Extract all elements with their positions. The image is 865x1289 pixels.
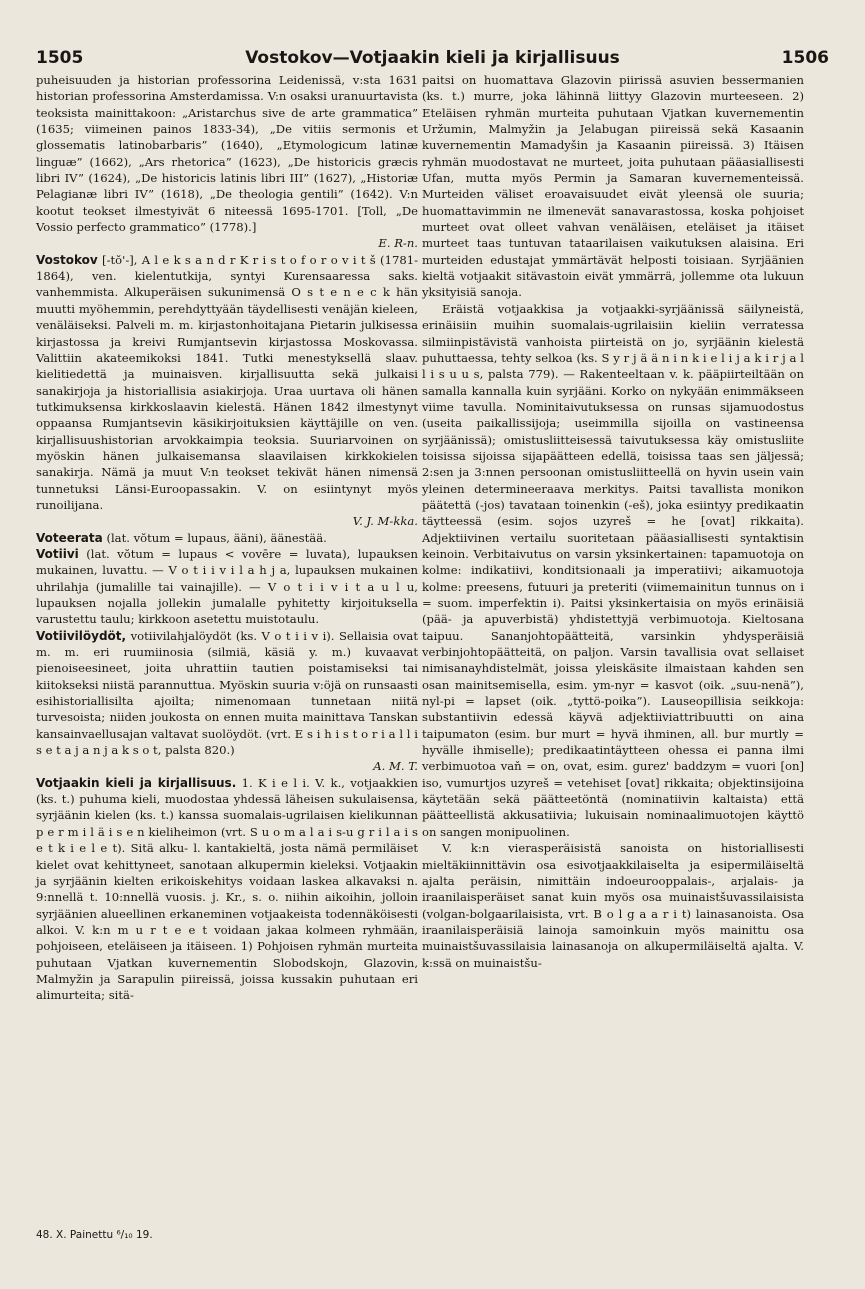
vossius-signature: E. R-n. [378, 236, 418, 251]
votjaakin-headword: Votjaakin kieli ja kirjallisuus. [36, 775, 237, 790]
print-footer: 48. X. Painettu ⁶/₁₀ 19. [36, 1229, 153, 1241]
votiivilöydöt-signature: A. M. T. [373, 759, 418, 774]
page-number-left: 1505 [36, 48, 84, 68]
right-paragraph-2: Eräistä votjaakkisa ja votjaakki-syrjäänissä säilyneistä, erinäisiin muihin suomalais-ugrilaisiin kieliin verratessa silmiinpistävistä vanhoista piirteistä on jo, syrjäänin kielestä puhuttaessa, tehty selkoa (ks. S y r j ä ä n i n k i e l i j a k i r j a l l i s u u s, palsta 779). — Rakenteeltaan v. k. pääpiirteiltään on samalla kannalla kuin syrjääni. Korko on nykyään enimmäkseen viime tavulla. Nominitaivutuksessa on runsas sijamuodostus (useita paikallissijoja; useimmilla sijoilla on vastineensa syrjäänissä); omistusliitteisessä taivutuksessa käy omistusliite toisissa sijoissa sijapäätteen edellä, toisissa taas sen jäljessä; 2:sen ja 3:nnen persoonan omistusliitteellä on hyvin usein vain yleinen determineeraava merkitys. Paitsi tavallista monikon päätettä (-jos) tavataan toinenkin (-eš), joka esiintyy predikaatin täytteessä (esim. sojos uzyreš = he [ovat] rikkaita). Adjektiivinen vertailu suoritetaan pääasiallisesti syntaktisin keinoin. Verbitaivutus on varsin yksinkertainen: tapamuotoja on kolme: indikatiivi, konditsionaali ja imperatiivi; aikamuotoja kolme: preesens, futuuri ja preteriti (viimemainitun tunnus on i = suom. imperfektin i). Paitsi yksinkertaisia on myös erinäisiä (pää- ja apuverbistä) yhdistettyjä verbimuotoja. Kieltosana taipuu. Sananjohtopäätteitä, varsinkin yhdysperäisiä verbinjohtopäätteitä, on paljon. Varsin tavallisia ovat sellaiset nimisanayhdistelmät, joissa yleiskäsite ilmaistaan kahden sen osan mainitsemisella, esim. ym-nyr = kasvot (oik. „suu-nenä”), nyl-pi = lapset (oik. „tyttö-poika”). Lauseopillisia seikkoja: substantiivin edessä käyvä adjektiiviattribuutti on aina taipumaton (esim. bur murt = hyvä ihminen, all. bur murtly = hyvälle ihmiselle); predikaatintäytteen ohessa ei panna ilmi verbimuotoa vaň = on, ovat, esim. gurez' baddzym = vuori [on] iso, vumurtjos uzyreš = vetehiset [ovat] rikkaita; objektinsijoina käytetään sekä päätteetöntä (nominatiivin kaltaista) että päätteellistä akkusatiivia; lukuisain nominaalimuotojen käyttö on sangen monipuolinen. [422, 301, 804, 839]
page-number-right: 1506 [781, 48, 829, 68]
votiivi-headword: Votiivi [36, 546, 79, 561]
votiivilöydöt-headword: Votiivilöydöt, [36, 628, 127, 643]
left-column [36, 72, 418, 1004]
votjaakin-entry [36, 775, 418, 1004]
vostokov-headword: Vostokov [36, 252, 98, 267]
vostokov-entry [36, 252, 418, 514]
voteerata-text: (lat. vŏtum = lupaus, ääni), äänestää. [106, 530, 327, 545]
vossius-entry-text: puheisuuden ja historian professorina Leidenissä, v:sta 1631 historian professorina Amsterdamissa. V:n osaksi uranuurtavista teoksista mainittakoon: „Aristarchus sive de arte grammatica” (1635; viimeinen painos 1833-34), „De vitiis sermonis et glossematis latinobarbaris” (1640), „Etymologicum latinæ linguæ” (1662), „Ars rhetorica” (1623), „De historicis græcis libri IV” (1624), „De historicis latinis libri III” (1627), „Historiæ Pelagianæ libri IV” (1618), „De theologia gentili” (1642). V:n kootut teokset ilmestyivät 6 niteessä 1695-1701. [Toll, „De Vossio perfecto grammatico” (1778).] [36, 73, 418, 235]
votiivilöydöt-entry [36, 628, 418, 759]
votjaakin-text: 1. K i e l i. V. k., votjaakkien (ks. t.) puhuma kieli, muodostaa yhdessä läheisen sukulaisensa, syrjäänin kielen (ks. t.) kanssa suomalais-ugrilaisen kielikunnan p e r m i l ä i s e n kieliheimon (vrt. S u o m a l a i s-u g r i l a i s e t k i e l e t). Sitä alku- l. kantakieltä, josta nämä permiläiset kielet ovat kehittyneet, sanotaan alkupermin kieleksi. Votjaakin ja syrjäänin kielten erikoiskehitys voidaan laskea alkavaksi n. 9:nnellä t. 10:nnellä vuosis. j. Kr., s. o. niihin aikoihin, jolloin syrjäänien alueellinen erkaneminen votjaakeista todennäköisesti alkoi. V. k:n m u r t e e t voidaan jakaa kolmeen ryhmään, pohjoiseen, eteläiseen ja itäiseen. 1) Pohjoisen ryhmän murteita puhutaan Vjatkan kuvernementin Slobodskojn, Glazovin, Malmyžin ja Sarapulin piireissä, joissa kussakin puhutaan eri alimurteita; sitä- [36, 775, 418, 1003]
votiivilöydöt-text: votiivilahjalöydöt (ks. V o t i i v i). Sellaisia ovat m. m. eri ruumiinosia (silmiä, käsiä y. m.) kuvaavat pienoiseesineet, joita uhrattiin tautien poistamiseksi tai kiitokseksi niistä parannuttua. Myöskin suuria v:öjä on runsaasti esihistoriallisilta ajoilta; nimenomaan tunnetaan niitä turvesoista; niiden joukosta on ennen muita mainittava Tanskan kansainvaellusajan valtavat suolöydöt. (vrt. E s i h i s t o r i a l l i s e t a j a n j a k s o t, palsta 820.) [36, 628, 419, 758]
votiivi-text: (lat. vŏtum = lupaus < vovēre = luvata), lupauksen mukainen, luvattu. — V o t i i v i l a h j a, lupauksen mukainen uhrilahja (jumalille tai vainajille). — V o t i i v i t a u l u, lupauksen nojalla jollekin jumalalle pyhitetty kirjoituksella varustettu taulu; kirkkoon asetettu muistotaulu. [36, 546, 419, 627]
right-paragraph-3: V. k:n vierasperäisistä sanoista on historiallisesti mieltäkiinnittävin osa esivotjaakkilaiselta ja esipermiläiseltä ajalta peräisin, nimittäin indoeurooppalais-, arjalais- ja iraanilaisperäiset sanat kuin myös osa muinaistšuvassilaisista (volgan-bolgaarilaisista, vrt. B o l g a a r i t) lainasanoista. Osa iraanilaisperäisiä lainoja samoinkuin myös mainittu osa muinaistšuvassilaisia lainasanoja on alkupermiläiseltä ajalta. V. k:ssä on muinaistšu- [422, 841, 804, 970]
vostokov-text: [-tŏ'-], A l e k s a n d r K r i s t o f o r o v i t š (1781-1864), ven. kielentutkija, syntyi Kurensaaressa saks. vanhemmista. Alkuperäisen sukunimensä O s t e n e c k hän muutti myöhemmin, perehdyttyään täydellisesti venäjän kieleen, venäläiseksi. Palveli m. m. kirjastonhoitajana Pietarin julkisessa kirjastossa ja kreivi Rumjantsevin kirjastossa Moskovassa. Valittiin akateemikoksi 1841. Tutki menestyksellä slaav. kielitiedettä ja muinaisven. kirjallisuutta sekä julkaisi sanakirjoja ja historiallisia asiakirjoja. Uraa uurtava oli hänen tutkimuksensa kirkkoslaavin kielestä. Hänen 1842 ilmestynyt oppaansa Rumjantsevin käsikirjoituksien käyttäjille on ven. kirjallisuushistorian arvokkaimpia teoksia. Suuriarvoinen on myöskin hänen julkaisemansa slaavilaisen kirkkokielen sanakirja. Nämä ja muut V:n teokset tekivät hänen nimensä tunnetuksi Länsi-Euroopassakin. V. on esiintynyt myös runoilijana. [36, 252, 418, 512]
right-column [422, 72, 804, 971]
running-title: Vostokov—Votjaakin kieli ja kirjallisuus [245, 48, 620, 68]
right-paragraph-1: paitsi on huomattava Glazovin piirissä asuvien bessermanien (ks. t.) murre, joka lähinnä liittyy Glazovin murteeseen. 2) Eteläisen ryhmän murteita puhutaan Vjatkan kuvernementin Uržumin, Malmyžin ja Jelabugan piireissä sekä Kasaanin kuvernementin Mamadyšin ja Kasaanin piireissä. 3) Itäisen ryhmän muodostavat ne murteet, joita puhutaan pääasiallisesti Ufan, mutta myös Permin ja Samaran kuvernementeissä. Murteiden väliset eroavaisuudet eivät yleensä ole suuria; huomattavimmin ne ilmenevät sanavarastossa, koska pohjoiset murteet ovat olleet vahvan venäläisen, eteläiset ja itäiset murteet taas tuntuvan tataarilaisen vaikutuksen alaisina. Eri murteiden edustajat ymmärtävät helposti toisiaan. Syrjäänien kieltä votjaakit sitävastoin eivät ymmärrä, jollemme ota lukuun yksityisiä sanoja. [422, 73, 804, 300]
votiivi-entry [36, 546, 418, 628]
voteerata-entry [36, 530, 418, 546]
page-header [36, 38, 829, 72]
text-columns [36, 72, 831, 1262]
vostokov-signature: V. J. M-kka. [352, 514, 418, 529]
voteerata-headword: Voteerata [36, 530, 103, 545]
